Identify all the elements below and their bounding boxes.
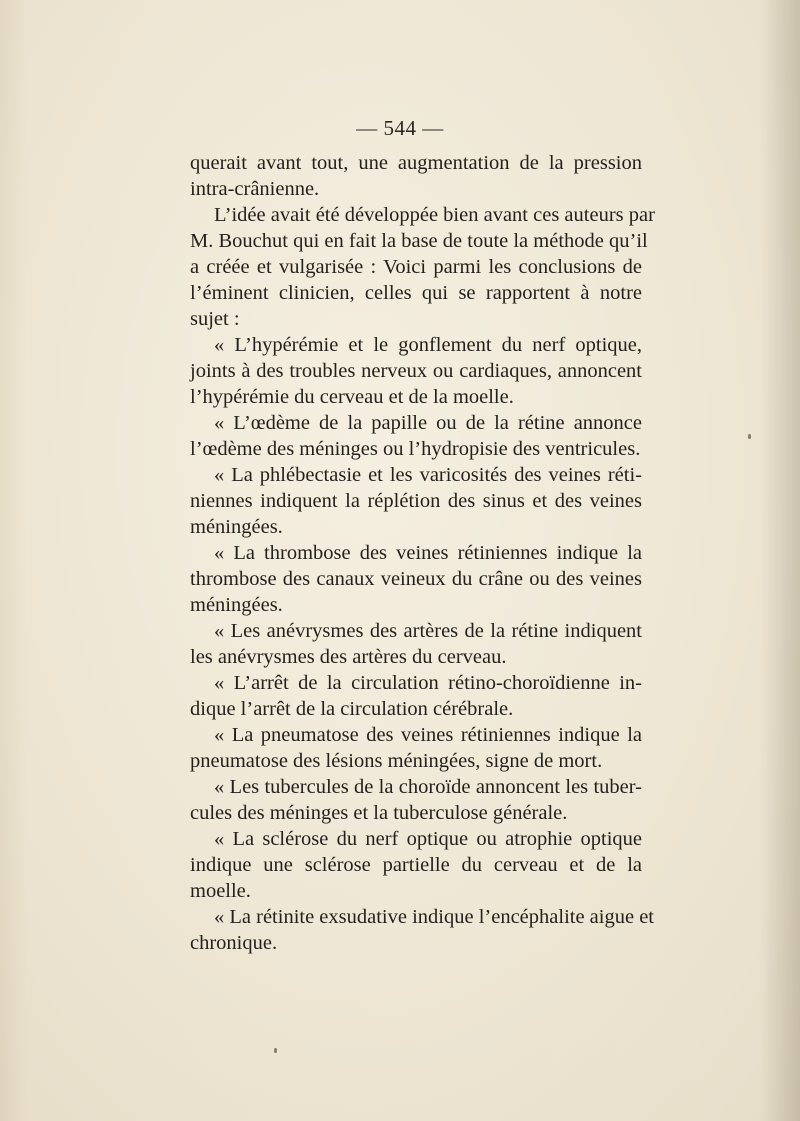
ink-speck	[274, 1048, 277, 1053]
text-line: « L’arrêt de la circulation rétino-choroïdienne in-	[214, 672, 642, 694]
page-number: — 544 —	[356, 116, 444, 140]
text-line: « La sclérose du nerf optique ou atrophie optique	[214, 828, 642, 850]
text-line: les anévrysmes des artères du cerveau.	[190, 646, 507, 668]
text-line: « L’hypérémie et le gonflement du nerf optique,	[214, 334, 642, 356]
text-line: moelle.	[190, 880, 251, 902]
text-line: cules des méninges et la tuberculose générale.	[190, 802, 568, 824]
text-line: indique une sclérose partielle du cerveau et de la	[190, 854, 642, 876]
text-line: thrombose des canaux veineux du crâne ou des veines	[190, 568, 642, 590]
text-line: l’œdème des méninges ou l’hydropisie des ventricules.	[190, 438, 641, 460]
text-line: « Les tubercules de la choroïde annoncent les tuber-	[214, 776, 642, 798]
text-line: méningées.	[190, 594, 283, 616]
text-line: « La phlébectasie et les varicosités des veines réti-	[214, 464, 642, 486]
text-line: querait avant tout, une augmentation de la pression	[190, 152, 642, 174]
text-line: dique l’arrêt de la circulation cérébrale.	[190, 698, 514, 720]
text-line: « Les anévrysmes des artères de la rétine indiquent	[214, 620, 642, 642]
text-line: intra-crânienne.	[190, 178, 320, 200]
text-line: L’idée avait été développée bien avant ces auteurs par	[214, 204, 655, 226]
text-line: a créée et vulgarisée : Voici parmi les conclusions de	[190, 256, 642, 278]
text-line: niennes indiquent la réplétion des sinus et des veines	[190, 490, 642, 512]
text-line: sujet :	[190, 308, 240, 330]
page-edge-shadow	[760, 0, 800, 1121]
text-line: l’hypérémie du cerveau et de la moelle.	[190, 386, 514, 408]
text-line: méningées.	[190, 516, 283, 538]
text-line: « L’œdème de la papille ou de la rétine annonce	[214, 412, 642, 434]
ink-speck	[748, 434, 751, 439]
text-line: « La thrombose des veines rétiniennes indique la	[214, 542, 642, 564]
text-line: joints à des troubles nerveux ou cardiaques, annoncent	[190, 360, 642, 382]
text-line: « La rétinite exsudative indique l’encéphalite aigue et	[214, 906, 654, 928]
text-line: l’éminent clinicien, celles qui se rapportent à notre	[190, 282, 642, 304]
text-line: chronique.	[190, 932, 278, 954]
body-text	[190, 150, 655, 956]
text-line: « La pneumatose des veines rétiniennes indique la	[214, 724, 642, 746]
text-line: M. Bouchut qui en fait la base de toute la méthode qu’il	[190, 230, 648, 252]
text-line: pneumatose des lésions méningées, signe de mort.	[190, 750, 603, 772]
